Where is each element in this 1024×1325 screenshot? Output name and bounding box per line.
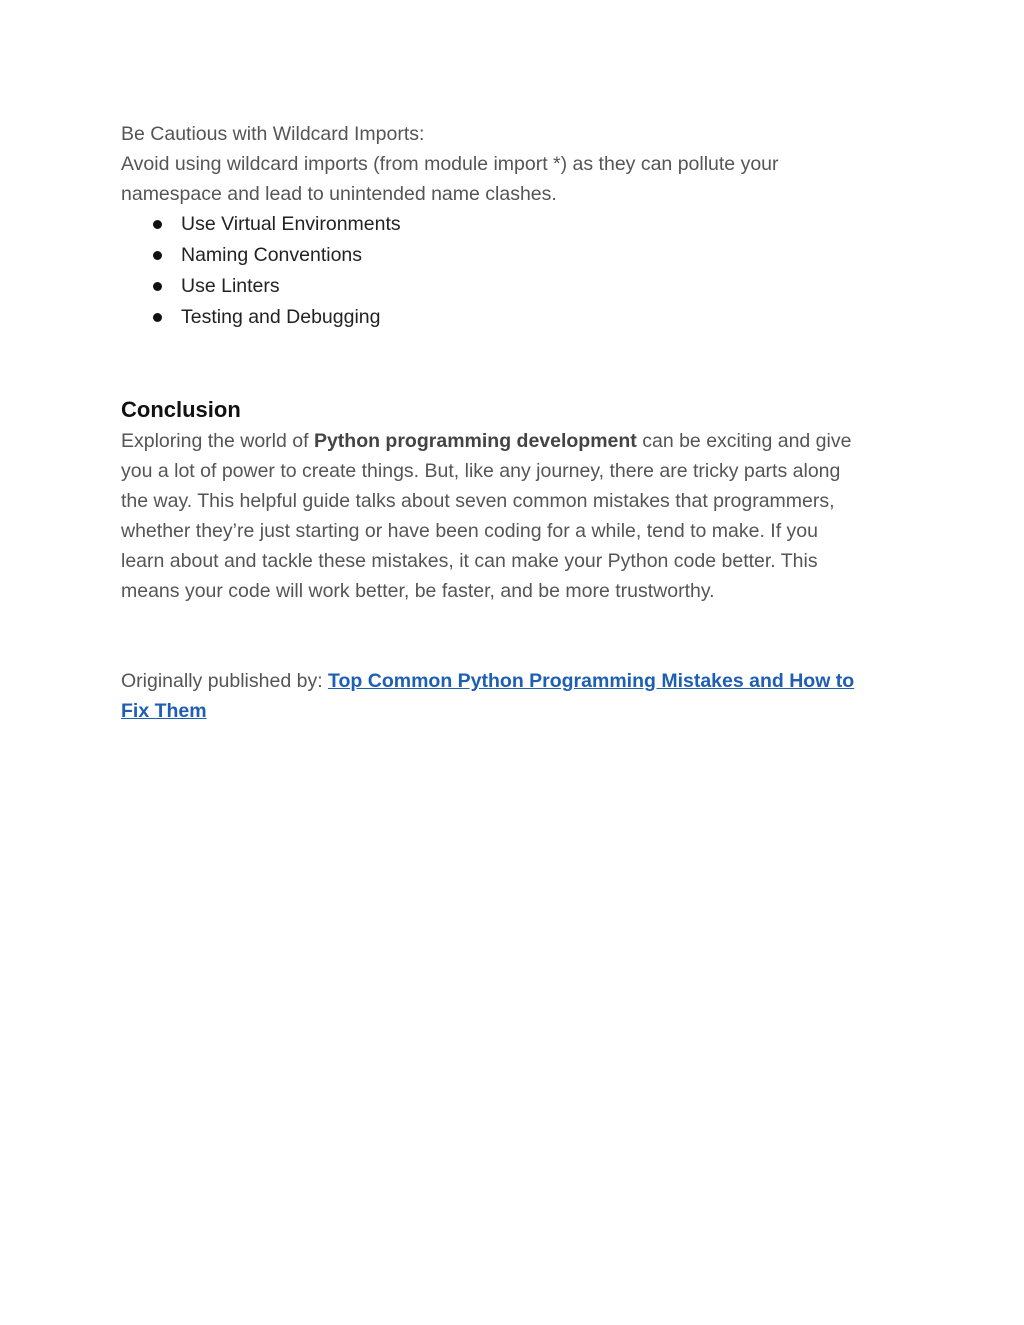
body-text-line: Avoid using wildcard imports (from module import *) as they can pollute your bbox=[121, 153, 779, 175]
body-text-line: whether they’re just starting or have been coding for a while, tend to make. If you bbox=[121, 520, 818, 542]
list-item-label: Use Linters bbox=[181, 275, 280, 297]
list-item bbox=[121, 271, 901, 302]
body-text-line: learn about and tackle these mistakes, it can make your Python code better. This bbox=[121, 550, 818, 572]
bullet-icon bbox=[153, 220, 162, 229]
bullet-icon bbox=[153, 282, 162, 291]
published-line bbox=[121, 666, 901, 696]
list-item-label: Use Virtual Environments bbox=[181, 213, 401, 235]
published-line bbox=[121, 696, 901, 726]
text-run: can be exciting and give bbox=[636, 430, 852, 452]
list-item bbox=[121, 302, 901, 333]
list-item bbox=[121, 240, 901, 271]
body-text-line: you a lot of power to create things. But, like any journey, there are tricky parts along bbox=[121, 460, 841, 482]
conclusion-paragraph bbox=[121, 426, 901, 606]
bold-text: Python programming development bbox=[313, 430, 637, 452]
list-item-label: Naming Conventions bbox=[181, 244, 363, 266]
section-heading: Be Cautious with Wildcard Imports: bbox=[121, 123, 425, 145]
body-text-line bbox=[121, 426, 901, 456]
published-by bbox=[121, 666, 901, 726]
body-text-line: namespace and lead to unintended name clashes. bbox=[121, 183, 557, 205]
document-content bbox=[121, 119, 901, 726]
bullet-icon bbox=[153, 313, 162, 322]
conclusion-heading: Conclusion bbox=[121, 397, 241, 422]
source-link[interactable]: Fix Them bbox=[121, 700, 207, 722]
source-link[interactable]: Top Common Python Programming Mistakes and How to bbox=[328, 670, 855, 692]
body-text-line: the way. This helpful guide talks about seven common mistakes that programmers, bbox=[121, 490, 835, 512]
list-item-label: Testing and Debugging bbox=[181, 306, 381, 328]
body-text-line: means your code will work better, be faster, and be more trustworthy. bbox=[121, 580, 715, 602]
bullet-icon bbox=[153, 251, 162, 260]
bullet-list bbox=[121, 209, 901, 333]
published-label: Originally published by: bbox=[121, 670, 329, 692]
list-item bbox=[121, 209, 901, 240]
text-run: Exploring the world of bbox=[121, 430, 314, 452]
